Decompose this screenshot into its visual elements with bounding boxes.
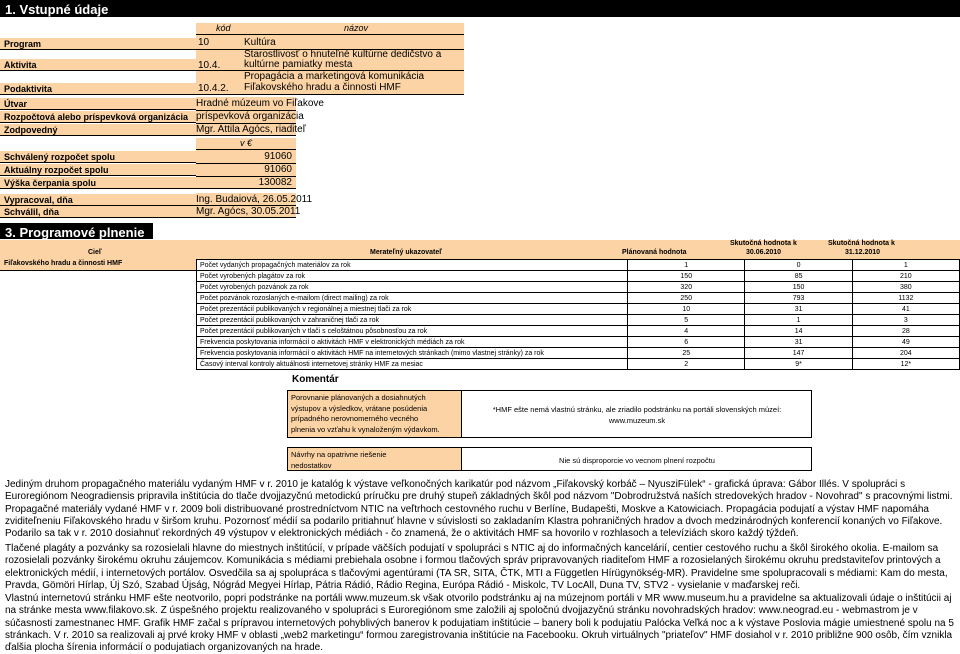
komentar-box1-right-1: *HMF ešte nemá vlastnú stránku, ale zriadilo podstránku na portáli slovenských múzeí: [492,405,782,414]
section-3-header [0,223,153,239]
program-nazov: Kultúra [244,37,276,48]
komentar-box1-right-2: www.muzeum.sk [608,416,666,425]
planned-value: 10 [628,304,745,315]
section-1-title: 1. Vstupné údaje [5,2,109,17]
komentar-box2-right [462,447,812,471]
actual-value-jun: 150 [745,282,852,293]
actual-value-dec: 49 [852,337,959,348]
indicator-name: Počet pozvánok rozoslaných e-mailom (direct mailing) za rok [197,293,628,304]
table-row [197,304,960,315]
aktivita-nazov-2: kultúrne pamiatky mesta [244,59,353,70]
table-row [197,271,960,282]
label-schvaleny: Schválený rozpočet spolu [0,151,196,163]
actual-value-jun: 0 [745,260,852,271]
komentar-box1-right [462,390,812,438]
planned-value: 1 [628,260,745,271]
label-zodpovedny: Zodpovedný [0,124,196,136]
sign-box [196,193,313,218]
actual-value-jun: 793 [745,293,852,304]
indicator-name: Frekvencia poskytovania informácií o aktivitách HMF v elektronických médiách za rok [197,337,628,348]
utvar-value: Hradné múzeum vo Fiľakove [196,98,324,109]
label-podaktivita: Podaktivita [0,83,196,95]
actual-value-dec: 210 [852,271,959,282]
perf-col-sk1a: Skutočná hodnota k [730,240,797,247]
komentar-box1-line-2: výstupov a výsledkov, vrátane posúdenia [291,403,428,413]
indicator-name: Frekvencia poskytovania informácií o aktivitách HMF na internetových stránkach (mimo vlastnej stránky) za rok [197,348,628,359]
komentar-box2-line-1: Návrhy na opatrivne riešenie [291,450,387,459]
planned-value: 250 [628,293,745,304]
label-utvar: Útvar [0,98,196,110]
planned-value: 4 [628,326,745,337]
vypracoval-value: Ing. Budaiová, 26.05.2011 [196,194,313,205]
label-vyska: Výška čerpania spolu [0,177,196,189]
table-row [197,260,960,271]
komentar-box1-line-3: prípadného nerovnomerného vecného [291,414,419,423]
org-box [196,97,324,136]
komentar-box1-line-1: Porovnanie plánovaných a dosiahnutých [291,393,426,402]
code-name-header [196,23,464,35]
actual-value-jun: 31 [745,337,852,348]
indicator-name: Časový interval kontroly aktuálnosti internetovej stránky HMF za mesiac [197,359,628,370]
perf-ciel: Fiľakovského hradu a činnosti HMF [0,259,196,271]
table-row [197,293,960,304]
table-row [197,348,960,359]
label-schvalil: Schválil, dňa [0,206,196,218]
aktualny-value: 91060 [196,164,296,177]
schvaleny-value: 91060 [196,151,296,164]
indicator-name: Počet prezentácií publikovaných v zahraničnej tlači za rok [197,315,628,326]
planned-value: 6 [628,337,745,348]
komentar-box2-left [287,447,462,471]
paragraph-3: Vlastnú internetovú stránku HMF ešte neotvorilo, popri podstránke na portáli www.muzeum.sk však otvorilo podstránku aj na múzejnom portáli v MR www.museum.hu a pravidelne sa aktualizovali údaje o inštitúcii aj na stránke mesta www.filakovo.sk. Z úspešného projektu realizovaného v spolupráci s Euroregiónom sme založili aj spoločnú dvojjazyčnú stránku novohradských hradov: www.neograd.eu - webmastrom je v súčasnosti zamestnanec HMF. Grafik HMF začal s prípravou internetových pohyblivých banerov k podujatiam inštitúcie – banery boli k podujatiu Palócka Veľká noc a k výstave Poslovia mágie umiestnené spolu na 5 stránkach. V r. 2010 sa realizovali aj prvé kroky HMF v oblasti „web2 marketingu“ formou zaregistrovania inštitúcie na Facebooku. Okruh virtuálnych "priateľov" HMF dosiahol v r. 2010 približne 900 osôb, čím vznikla ďalšia plocha šírenia informácií o podujatiach organizovaných na hrade. [5,593,954,654]
actual-value-jun: 147 [745,348,852,359]
paragraph-2: Tlačené plagáty a pozvánky sa rozosielali hlavne do miestnych inštitúcií, v prípade väčších podujatí v spolupráci s NTIC aj do informačných kancelárií, centier cestového ruchu a škôl širokého okolia. E-mailom sa rozosielali pozvánky širokému okruhu záujemcov. Komunikácia s médiami prebiehala osobne i formou tlačových správ pripravovaných riaditeľom HMF a rozosielaných širokému okruhu predstaviteľov printových a elektronických médií, i internetových portálov. Osvedčila sa aj spolupráca s tlačovými agentúrami (TA SR, SITA, ČTK, MTI a Független Hírügynökség-MR). Pravidelne sme spolupracovali s médiami: Kam do mesta, Pravda, Gömöri Hírlap, Új Szó, Szabad Újság, Nógrád Megyei Hírlap, Pátria Rádió, Rádio Regina, Európa Rádió - Miskolc, TV LocAll, Duna TV, STV2 - vysielanie v maďarskej reči. [5,543,948,591]
perf-col-sk2b: 31.12.2010 [845,249,881,256]
perf-col-ukazovatel: Merateľný ukazovateľ [370,249,442,256]
table-row [197,326,960,337]
actual-value-jun: 1 [745,315,852,326]
indicator-name: Počet prezentácií publikovaných v tlači s celoštátnou pôsobnosťou za rok [197,326,628,337]
indicator-name: Počet vyrobených plagátov za rok [197,271,628,282]
aktivita-nazov-1: Starostlivosť o hnuteľné kultúrne dedičstvo a [244,49,442,60]
planned-value: 320 [628,282,745,293]
podaktivita-box [196,71,464,95]
actual-value-dec: 41 [852,304,959,315]
table-row [197,282,960,293]
podaktivita-nazov-1: Propagácia a marketingová komunikácia [244,71,425,82]
table-row [197,359,960,370]
komentar-box2-line-2: nedostatkov [291,460,332,470]
indicator-name: Počet prezentácií publikovaných v regionálnej a miestnej tlači za rok [197,304,628,315]
perf-col-sk2a: Skutočná hodnota k [828,240,895,247]
indicator-name: Počet vydaných propagačných materiálov za rok [197,260,628,271]
col-kod: kód [216,23,231,33]
program-box [196,35,464,50]
label-aktivita: Aktivita [0,59,196,71]
actual-value-jun: 9* [745,359,852,370]
paragraph-1: Jediným druhom propagačného materiálu vydaným HMF v r. 2010 je katalóg k výstave veľkonočných karikatúr pod názvom „Fiľakovský korbáč – NyusziFülek“ - grafická úprava: Gábor Illés. V spolupráci s Euroregiónom Neogradiensis pripravila inštitúcia do tlače dvojjazyčnú metodickú príručku pre druhý stupeň základných škôl pod názvom "Dobrodružstvá naších stredovekých hradov - Novohrad" s pracovnými listmi. Propagačné materiály vydané HMF v r. 2009 boli distribuované prostredníctvom NTIC na veľtrhoch cestovného ruchu v Berlíne, Budapešti, Moskve a Katowiciach. Propagácia podujatí a výstav HMF napomáha zviditeľneniu Fiľakovského hradu v širšom kruhu. Pozornosť médií sa podarilo pritiahnuť hlavne v súvislosti so zakladaním Klastra pohraničných hradov a dvoch medzinárodných konferencií konaných vo Fiľakove. Podarilo sa tak v r. 2010 dosiahnuť rekordných 49 výstupov v elektronických médiách - čo znamená, že o aktivitách HMF sa hovorilo v rozhlasoch a televíziách skoro každý týždeň. [5,479,953,540]
actual-value-jun: 31 [745,304,852,315]
actual-value-jun: 85 [745,271,852,282]
program-kod: 10 [198,37,210,48]
actual-value-jun: 14 [745,326,852,337]
rozpoctova-value: príspevková organizácia [196,111,304,122]
perf-col-planovana: Plánovaná hodnota [622,249,687,256]
aktivita-box [196,50,464,71]
actual-value-dec: 1132 [852,293,959,304]
podaktivita-nazov-2: Fiľakovského hradu a činnosti HMF [244,82,401,93]
label-rozpoctova: Rozpočtová alebo príspevková organizácia [0,111,196,123]
aktivita-kod: 10.4. [198,60,221,71]
section-3-title: 3. Programové plnenie [5,225,145,240]
label-program: Program [0,38,196,50]
podaktivita-kod: 10.4.2. [198,83,229,94]
perf-header [0,240,960,259]
komentar-box1-left [287,390,462,438]
table-row [197,337,960,348]
actual-value-dec: 12* [852,359,959,370]
section-1-header [0,0,960,17]
schvalil-value: Mgr. Agócs, 30.05.2011 [196,206,301,217]
planned-value: 150 [628,271,745,282]
actual-value-dec: 28 [852,326,959,337]
komentar-title: Komentár [292,374,339,385]
komentar-box1-line-4: plnenia vo vzťahu k vynaloženým výdavkom. [291,424,440,434]
planned-value: 2 [628,359,745,370]
actual-value-dec: 1 [852,260,959,271]
budget-box [196,150,296,189]
col-nazov: názov [344,23,369,33]
label-vypracoval: Vypracoval, dňa [0,194,196,206]
planned-value: 5 [628,315,745,326]
budget-unit: v € [196,138,296,150]
actual-value-dec: 204 [852,348,959,359]
indicator-name: Počet vyrobených pozvánok za rok [197,282,628,293]
perf-col-ciel: Cieľ [88,249,102,256]
perf-col-sk1b: 30.06.2010 [746,249,782,256]
vyska-value: 130082 [196,177,296,189]
performance-table [196,259,960,370]
komentar-box2-right-text: Nie sú disproporcie vo vecnom plnení rozpočtu [559,456,715,465]
zodpovedny-value: Mgr. Attila Agócs, riaditeľ [196,124,306,135]
table-row [197,315,960,326]
planned-value: 25 [628,348,745,359]
actual-value-dec: 3 [852,315,959,326]
label-aktualny: Aktuálny rozpočet spolu [0,164,196,176]
actual-value-dec: 380 [852,282,959,293]
